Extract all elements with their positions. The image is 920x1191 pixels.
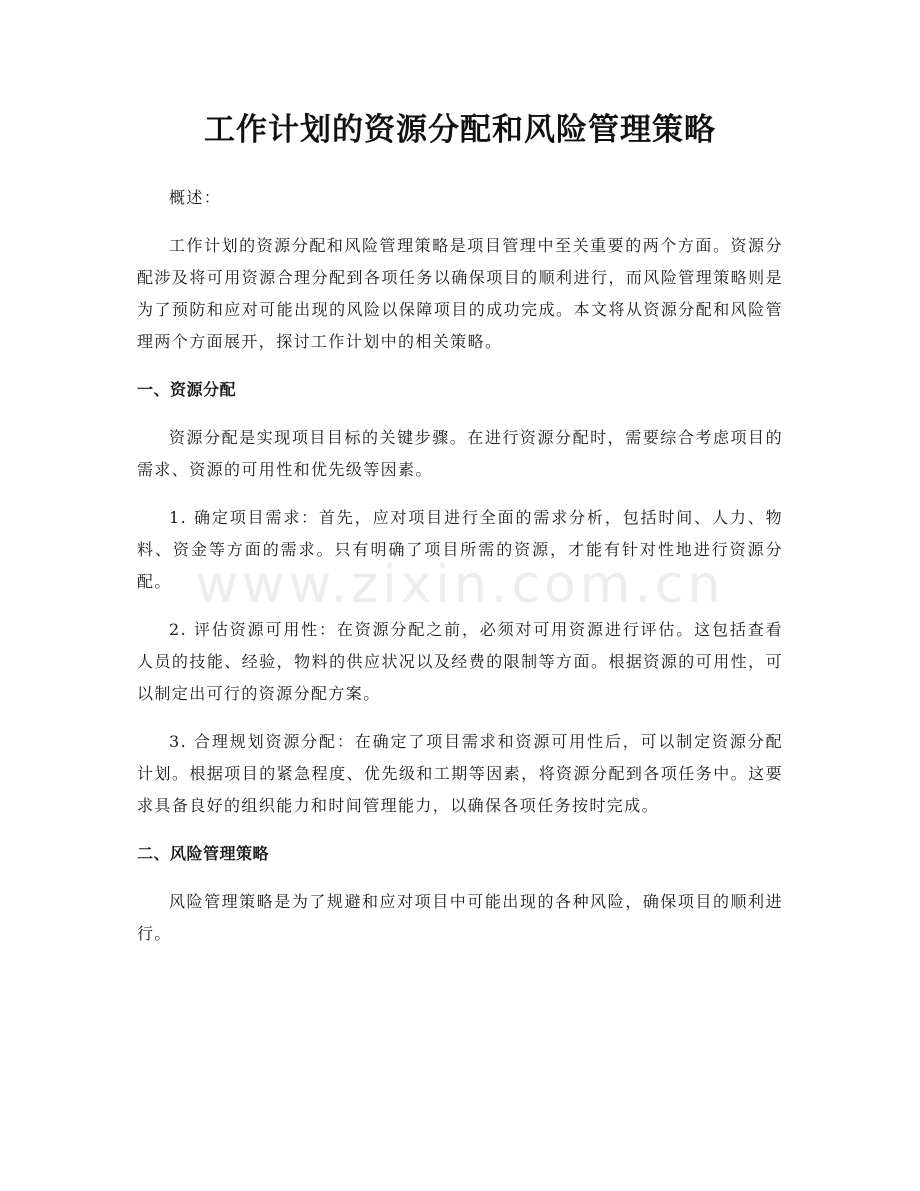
watermark: www.zixin.com.cn (195, 555, 725, 615)
list-item-determine-needs: 1. 确定项目需求：首先，应对项目进行全面的需求分析，包括时间、人力、物料、资金等方面的需求。只有明确了项目所需的资源，才能有针对性地进行资源分配。 (137, 508, 783, 591)
section2-intro-paragraph: 风险管理策略是为了规避和应对项目中可能出现的各种风险，确保项目的顺利进行。 (137, 892, 783, 943)
list-item-plan-allocation: 3. 合理规划资源分配：在确定了项目需求和资源可用性后，可以制定资源分配计划。根据项目的紧急程度、优先级和工期等因素，将资源分配到各项任务中。这要求具备良好的组织能力和时间管理能力，以确保各项任务按时完成。 (137, 732, 783, 815)
section-heading-risk-management: 二、风险管理策略 (137, 844, 270, 863)
document-body (137, 182, 783, 966)
section1-intro-paragraph: 资源分配是实现项目目标的关键步骤。在进行资源分配时，需要综合考虑项目的需求、资源的可用性和优先级等因素。 (137, 428, 783, 479)
intro-paragraph: 工作计划的资源分配和风险管理策略是项目管理中至关重要的两个方面。资源分配涉及将可用资源合理分配到各项任务以确保项目的顺利进行，而风险管理策略则是为了预防和应对可能出现的风险以保障项目的成功完成。本文将从资源分配和风险管理两个方面展开，探讨工作计划中的相关策略。 (137, 236, 783, 351)
overview-label: 概述： (169, 188, 222, 207)
section-heading-resource-allocation: 一、资源分配 (137, 380, 237, 399)
page-title: 工作计划的资源分配和风险管理策略 (204, 112, 716, 148)
list-item-assess-availability: 2. 评估资源可用性：在资源分配之前，必须对可用资源进行评估。这包括查看人员的技能、经验，物料的供应状况以及经费的限制等方面。根据资源的可用性，可以制定出可行的资源分配方案。 (137, 620, 783, 703)
